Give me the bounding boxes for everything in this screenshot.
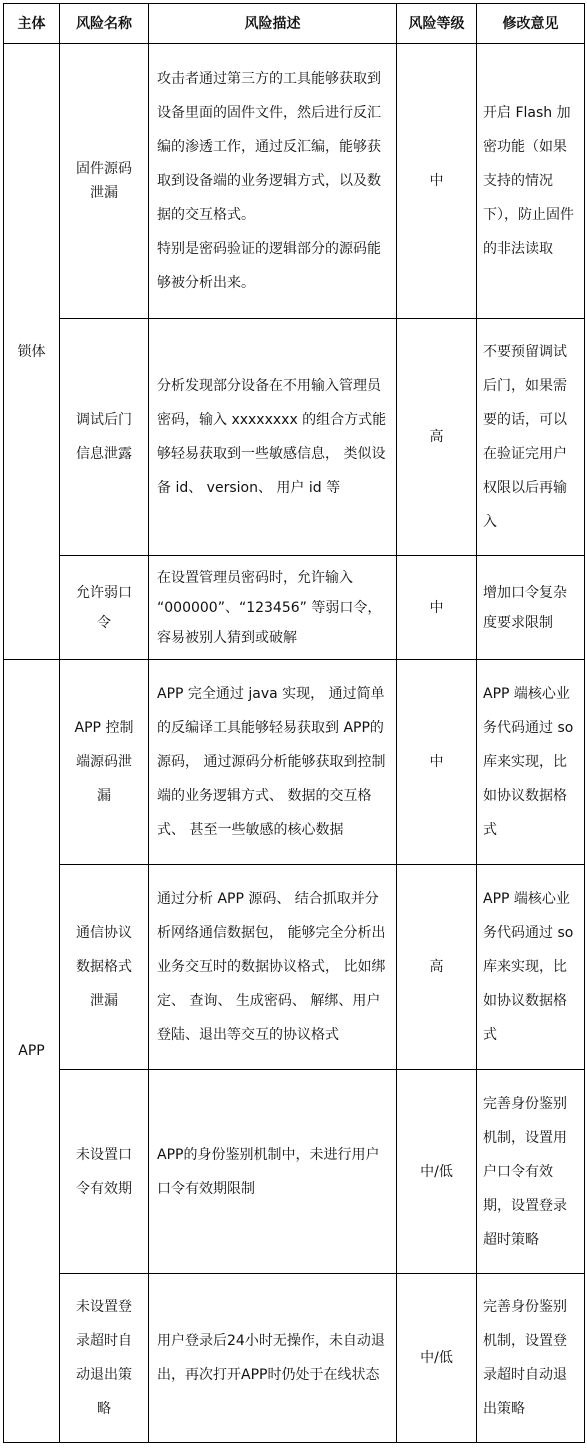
risk-table (3, 3, 585, 1443)
risk-fix: 完善身份鉴别机制，设置用户口令有效期，设置登录超时策略 (477, 1070, 585, 1274)
table-row (4, 556, 585, 660)
risk-fix: 不要预留调试后门，如果需要的话，可以在验证完用户权限以后再输入 (477, 319, 585, 556)
subject-app: APP (4, 660, 60, 1443)
table-row (4, 1274, 585, 1443)
risk-desc: APP的身份鉴别机制中，未进行用户口令有效期限制 (149, 1070, 397, 1274)
risk-level: 中 (397, 44, 477, 319)
risk-name: 未设置登录超时自动退出策略 (60, 1274, 149, 1443)
table-row (4, 1070, 585, 1274)
risk-level: 中/低 (397, 1274, 477, 1443)
table-header-row (4, 4, 585, 44)
risk-name: 未设置口令有效期 (60, 1070, 149, 1274)
risk-name: 调试后门 信息泄露 (60, 319, 149, 556)
header-risk-name: 风险名称 (60, 4, 149, 44)
table-row (4, 660, 585, 865)
risk-desc: 在设置管理员密码时，允许输入 “000000”、“123456” 等弱口令，容易被别人猜到或破解 (149, 556, 397, 660)
risk-level: 中/低 (397, 1070, 477, 1274)
table-row (4, 865, 585, 1070)
header-risk-level: 风险等级 (397, 4, 477, 44)
risk-desc: 用户登录后24小时无操作，未自动退出，再次打开APP时仍处于在线状态 (149, 1274, 397, 1443)
risk-name: 允许弱口令 (60, 556, 149, 660)
risk-fix: 增加口令复杂度要求限制 (477, 556, 585, 660)
risk-level: 高 (397, 865, 477, 1070)
risk-name: 通信协议数据格式泄漏 (60, 865, 149, 1070)
risk-level: 中 (397, 660, 477, 865)
risk-name: 固件源码 泄漏 (60, 44, 149, 319)
risk-name: APP 控制端源码泄漏 (60, 660, 149, 865)
risk-fix: 开启 Flash 加密功能（如果支持的情况下），防止固件的非法读取 (477, 44, 585, 319)
risk-desc: APP 完全通过 java 实现， 通过简单的反编译工具能够轻易获取到 APP的源码， 通过源码分析能够获取到控制端的业务逻辑方式、 数据的交互格式、 甚至一些敏感的核心数据 (149, 660, 397, 865)
header-subject: 主体 (4, 4, 60, 44)
risk-desc: 攻击者通过第三方的工具能够获取到设备里面的固件文件，然后进行反汇编的渗透工作，通过反汇编，能够获取到设备端的业务逻辑方式，以及数据的交互格式。 特别是密码验证的逻辑部分的源码能够被分析出来。 (149, 44, 397, 319)
risk-fix: APP 端核心业务代码通过 so 库来实现，比如协议数据格式 (477, 660, 585, 865)
risk-level: 高 (397, 319, 477, 556)
risk-fix: 完善身份鉴别机制，设置登录超时自动退出策略 (477, 1274, 585, 1443)
header-risk-desc: 风险描述 (149, 4, 397, 44)
header-fix: 修改意见 (477, 4, 585, 44)
table-row (4, 44, 585, 319)
risk-desc: 分析发现部分设备在不用输入管理员密码，输入 xxxxxxxx 的组合方式能够轻易获取到一些敏感信息， 类似设备 id、 version、 用户 id 等 (149, 319, 397, 556)
subject-lock: 锁体 (4, 44, 60, 660)
table-row (4, 319, 585, 556)
risk-fix: APP 端核心业务代码通过 so 库来实现，比如协议数据格式 (477, 865, 585, 1070)
risk-desc: 通过分析 APP 源码、 结合抓取并分析网络通信数据包， 能够完全分析出业务交互时的数据协议格式， 比如绑定、 查询、 生成密码、 解绑、用户登陆、退出等交互的协议格式 (149, 865, 397, 1070)
risk-level: 中 (397, 556, 477, 660)
